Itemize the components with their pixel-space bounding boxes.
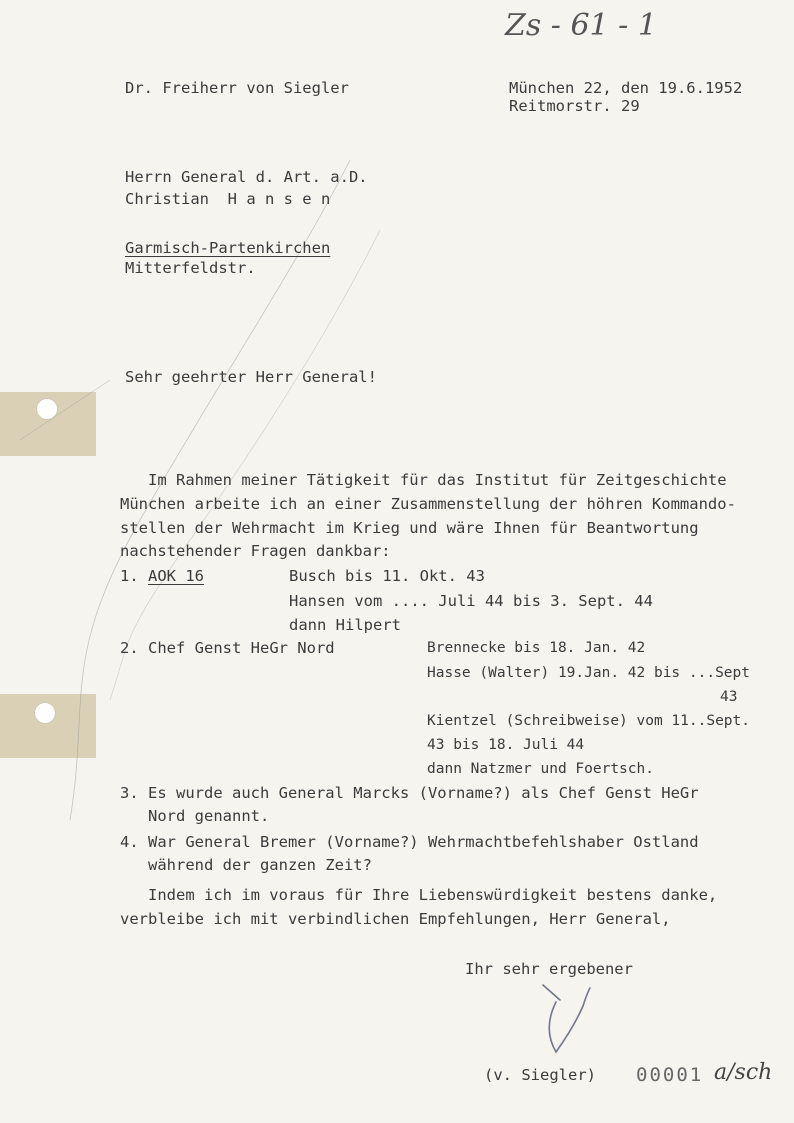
file-number: 00001 — [636, 1064, 704, 1086]
question-2-line: Kientzel (Schreibweise) vom 11..Sept. — [427, 713, 751, 729]
recipient-title: Herrn General d. Art. a.D. — [125, 168, 368, 186]
recipient-street: Mitterfeldstr. — [125, 259, 256, 277]
intro-line: stellen der Wehrmacht im Krieg und wäre Ihnen für Beantwortung — [120, 519, 699, 537]
question-4-line: 4. War General Bremer (Vorname?) Wehrmachtbefehlshaber Ostland — [120, 833, 699, 851]
salutation: Sehr geehrter Herr General! — [125, 368, 377, 386]
question-1-label: AOK 16 — [148, 567, 204, 585]
question-2-line: 43 — [720, 689, 738, 705]
closing-line: Indem ich im voraus für Ihre Liebenswürdigkeit bestens danke, — [120, 886, 718, 904]
question-2-line: dann Natzmer und Foertsch. — [427, 761, 654, 777]
question-2-line: 43 bis 18. Juli 44 — [427, 737, 585, 753]
question-2-line: Hasse (Walter) 19.Jan. 42 bis ...Sept — [427, 665, 751, 681]
closing-line: verbleibe ich mit verbindlichen Empfehlungen, Herr General, — [120, 910, 671, 928]
question-1-line: Hansen vom .... Juli 44 bis 3. Sept. 44 — [289, 592, 653, 610]
complimentary-close: Ihr sehr ergebener — [465, 960, 633, 978]
question-3-line: 3. Es wurde auch General Marcks (Vorname?) als Chef Genst HeGr — [120, 784, 699, 802]
typed-signature: (v. Siegler) — [484, 1066, 596, 1084]
question-2-number: 2. — [120, 639, 139, 657]
question-3-line: Nord genannt. — [120, 807, 270, 825]
recipient-city: Garmisch-Partenkirchen — [125, 239, 331, 257]
sender-name: Dr. Freiherr von Siegler — [125, 79, 349, 97]
sender-place-date: München 22, den 19.6.1952 — [509, 79, 743, 97]
question-2-line: Brennecke bis 18. Jan. 42 — [427, 640, 646, 656]
question-1-line: Busch bis 11. Okt. 43 — [289, 567, 485, 585]
question-1-line: dann Hilpert — [289, 616, 401, 634]
intro-line: Im Rahmen meiner Tätigkeit für das Institut für Zeitgeschichte — [120, 471, 727, 489]
archive-reference: Zs - 61 - 1 — [505, 8, 657, 43]
question-1-number: 1. — [120, 567, 139, 585]
file-suffix: a/sch — [714, 1060, 773, 1085]
recipient-name: Christian H a n s e n — [125, 190, 331, 208]
question-4-line: während der ganzen Zeit? — [120, 856, 372, 874]
intro-line: München arbeite ich an einer Zusammenstellung der höhren Kommando- — [120, 495, 736, 513]
sender-street: Reitmorstr. 29 — [509, 97, 640, 115]
question-2-label: Chef Genst HeGr Nord — [148, 639, 335, 657]
intro-line: nachstehender Fragen dankbar: — [120, 542, 391, 560]
